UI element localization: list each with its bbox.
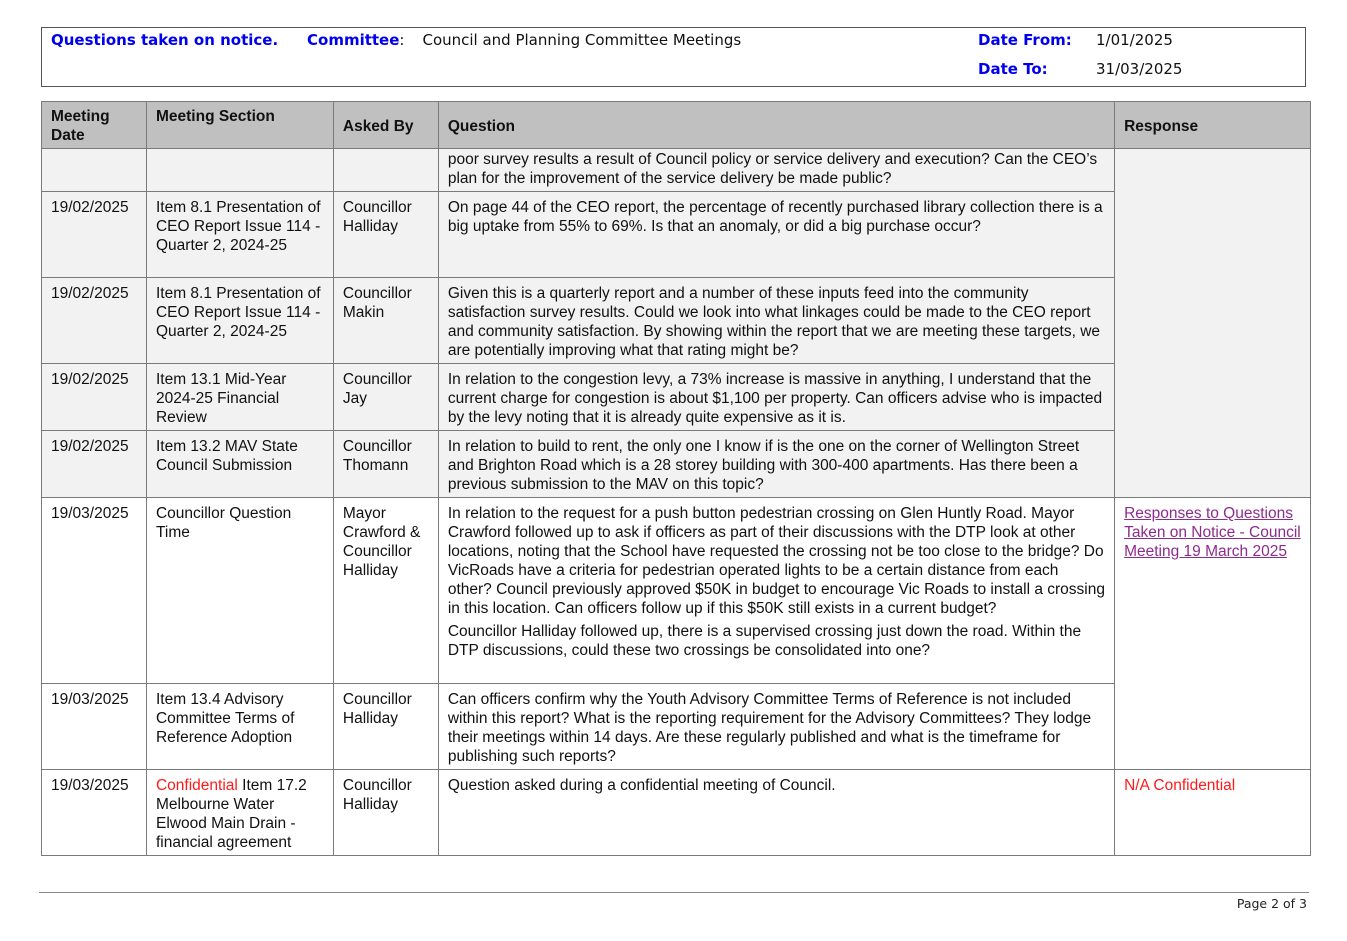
date-range — [978, 31, 1182, 89]
cell-question: In relation to the congestion levy, a 73% increase is massive in anything, I understand that the current charge for congestion is about $1,100 per property. Can officers advise who is impacted by the levy noting that it is already quite expensive as it is. — [438, 364, 1114, 431]
questions-table — [41, 101, 1311, 856]
col-header-meeting-date: Meeting Date — [42, 102, 147, 149]
footer-divider — [39, 892, 1309, 893]
table-row — [42, 149, 1311, 192]
confidential-label: Confidential — [155, 777, 238, 794]
question-paragraph-2: Councillor Halliday followed up, there is a supervised crossing just down the road. Within the DTP discussions, could these two crossings be consolidated into one? — [447, 623, 1082, 659]
cell-date: 19/02/2025 — [42, 278, 147, 364]
cell-section: Item 13.1 Mid-Year 2024-25 Financial Review — [146, 364, 333, 431]
cell-asked-by: Councillor Halliday — [333, 192, 438, 278]
cell-question — [438, 498, 1114, 684]
cell-question: On page 44 of the CEO report, the percentage of recently purchased library collection there is a big uptake from 55% to 69%. Is that an anomaly, or did a big purchase occur? — [438, 192, 1114, 278]
cell-section — [146, 770, 333, 856]
cell-date: 19/03/2025 — [42, 498, 147, 684]
date-to-label: Date To: — [978, 60, 1048, 78]
question-paragraph-1: In relation to the request for a push button pedestrian crossing on Glen Huntly Road. Mayor Crawford followed up to ask if officers as part of their discussions with the DTP look at other locations, noting that the School have requested the crossing not be too close to the bridge? Do VicRoads have a criteria for pedestrian operated lights to be a certain distance from each other? Council previously approved $50K in budget to encourage Vic Roads to install a crossing in this location. Can officers follow up if this $50K still exists in a current budget? — [447, 505, 1105, 617]
cell-asked-by: Councillor Halliday — [333, 770, 438, 856]
col-header-meeting-section: Meeting Section — [146, 102, 333, 149]
cell-section: Item 13.2 MAV State Council Submission — [146, 431, 333, 498]
cell-section: Item 8.1 Presentation of CEO Report Issue 114 - Quarter 2, 2024-25 — [146, 278, 333, 364]
responses-link[interactable]: Responses to Questions Taken on Notice - Council Meeting 19 March 2025 — [1124, 505, 1301, 560]
cell-question: Given this is a quarterly report and a number of these inputs feed into the community satisfaction survey results. Could we look into what linkages could be made to the CEO report and community satisfaction. By showing within the report that we are meeting these targets, we are potentially improving what that rating might be? — [438, 278, 1114, 364]
cell-question: poor survey results a result of Council policy or service delivery and execution? Can the CEO’s plan for the improvement of the service delivery be made public? — [438, 149, 1114, 192]
date-from-value: 1/01/2025 — [1096, 31, 1173, 49]
table-header-row — [42, 102, 1311, 149]
report-title: Questions taken on notice. — [51, 31, 279, 49]
cell-response — [1115, 770, 1311, 856]
date-to-row — [978, 60, 1182, 89]
date-from-row — [978, 31, 1182, 60]
cell-date: 19/03/2025 — [42, 770, 147, 856]
cell-asked-by: Councillor Halliday — [333, 684, 438, 770]
cell-question: In relation to build to rent, the only one I know if is the one on the corner of Wellington Street and Brighton Road which is a 28 storey building with 300-400 apartments. Has there been a previous submission to the MAV on this topic? — [438, 431, 1114, 498]
cell-question: Question asked during a confidential meeting of Council. — [438, 770, 1114, 856]
cell-response — [1115, 498, 1311, 770]
cell-asked-by: Councillor Thomann — [333, 431, 438, 498]
response-confidential: N/A Confidential — [1124, 777, 1236, 794]
cell-response-empty — [1115, 149, 1311, 498]
cell-date: 19/02/2025 — [42, 192, 147, 278]
cell-date — [42, 149, 147, 192]
table-row — [42, 498, 1311, 684]
committee-colon: : — [399, 31, 405, 49]
col-header-asked-by: Asked By — [333, 102, 438, 149]
cell-asked-by: Councillor Makin — [333, 278, 438, 364]
date-from-label: Date From: — [978, 31, 1072, 49]
cell-date: 19/02/2025 — [42, 431, 147, 498]
date-to-value: 31/03/2025 — [1096, 60, 1183, 78]
col-header-question: Question — [438, 102, 1114, 149]
committee-label: Committee — [307, 31, 400, 49]
cell-date: 19/02/2025 — [42, 364, 147, 431]
cell-question: Can officers confirm why the Youth Advisory Committee Terms of Reference is not included within this report? What is the reporting requirement for the Advisory Committees? They lodge their meetings within 14 days. Are these regularly published and what is the timeframe for publishing such reports? — [438, 684, 1114, 770]
page-number: Page 2 of 3 — [1236, 896, 1307, 911]
committee-field — [307, 31, 741, 49]
report-header — [41, 27, 1306, 87]
table-row — [42, 770, 1311, 856]
cell-section: Councillor Question Time — [146, 498, 333, 684]
cell-section: Item 13.4 Advisory Committee Terms of Reference Adoption — [146, 684, 333, 770]
cell-date: 19/03/2025 — [42, 684, 147, 770]
cell-section: Item 8.1 Presentation of CEO Report Issue 114 - Quarter 2, 2024-25 — [146, 192, 333, 278]
cell-asked-by: Councillor Jay — [333, 364, 438, 431]
col-header-response: Response — [1115, 102, 1311, 149]
cell-asked-by: Mayor Crawford & Councillor Halliday — [333, 498, 438, 684]
section-text: Item 17.2 Melbourne Water Elwood Main Drain - financial agreement — [155, 777, 307, 851]
committee-value: Council and Planning Committee Meetings — [422, 31, 742, 49]
cell-section — [146, 149, 333, 192]
cell-asked-by — [333, 149, 438, 192]
